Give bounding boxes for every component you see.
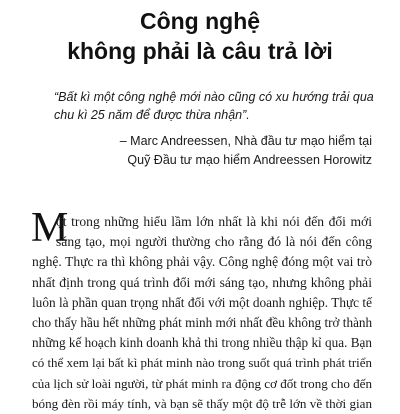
epigraph-attribution (42, 132, 372, 170)
epigraph-attribution-line-1: – Marc Andreessen, Nhà đầu tư mạo hiểm tại (119, 134, 372, 148)
body-line: những kế hoạch kinh doanh khả thi trong nhiều thập kỉ qua. Bạn (32, 335, 372, 351)
epigraph-quote-line-1: “Bất kì một công nghệ mới nào cũng có xu hướng trải qua (54, 90, 374, 104)
body-line: của lịch sử loài người, từ phát minh ra động cơ đốt trong cho đến (32, 375, 372, 391)
body-line: nhất định trong quá trình đổi mới sáng tạo, nhưng không phải (32, 274, 372, 290)
epigraph-attribution-line-2: Quỹ Đầu tư mạo hiểm Andreessen Horowitz (127, 153, 372, 167)
drop-cap: M (31, 205, 69, 251)
body-line: cho thấy hầu hết những phát minh mới nhất đều không trở thành (32, 315, 373, 331)
chapter-title-line-2: không phải là câu trả lời (67, 38, 333, 64)
body-line: luôn là phần quan trọng nhất đối với một doanh nghiệp. Thực tế (32, 294, 372, 310)
chapter-title (0, 6, 400, 66)
body-line: sáng tạo, mọi người thường cho rằng đó là nói đến công (56, 234, 372, 250)
chapter-title-line-1: Công nghệ (139, 8, 261, 34)
body-paragraph (32, 212, 372, 414)
body-line: có thể xem lại bất kì phát minh nào trong suốt quá trình phát triển (32, 355, 372, 371)
body-line: nghệ. Thực ra thì không phải vậy. Công nghệ đóng một vai trò (32, 254, 372, 270)
epigraph-quote (54, 88, 384, 124)
epigraph-quote-line-2: chu kì 25 năm để được thừa nhận”. (54, 108, 250, 122)
body-line: ột trong những hiểu lầm lớn nhất là khi nói đến đổi mới (56, 214, 372, 229)
body-line: bóng đèn rồi máy tính, và bạn sẽ thấy một độ trễ lớn về thời gian (32, 395, 372, 411)
